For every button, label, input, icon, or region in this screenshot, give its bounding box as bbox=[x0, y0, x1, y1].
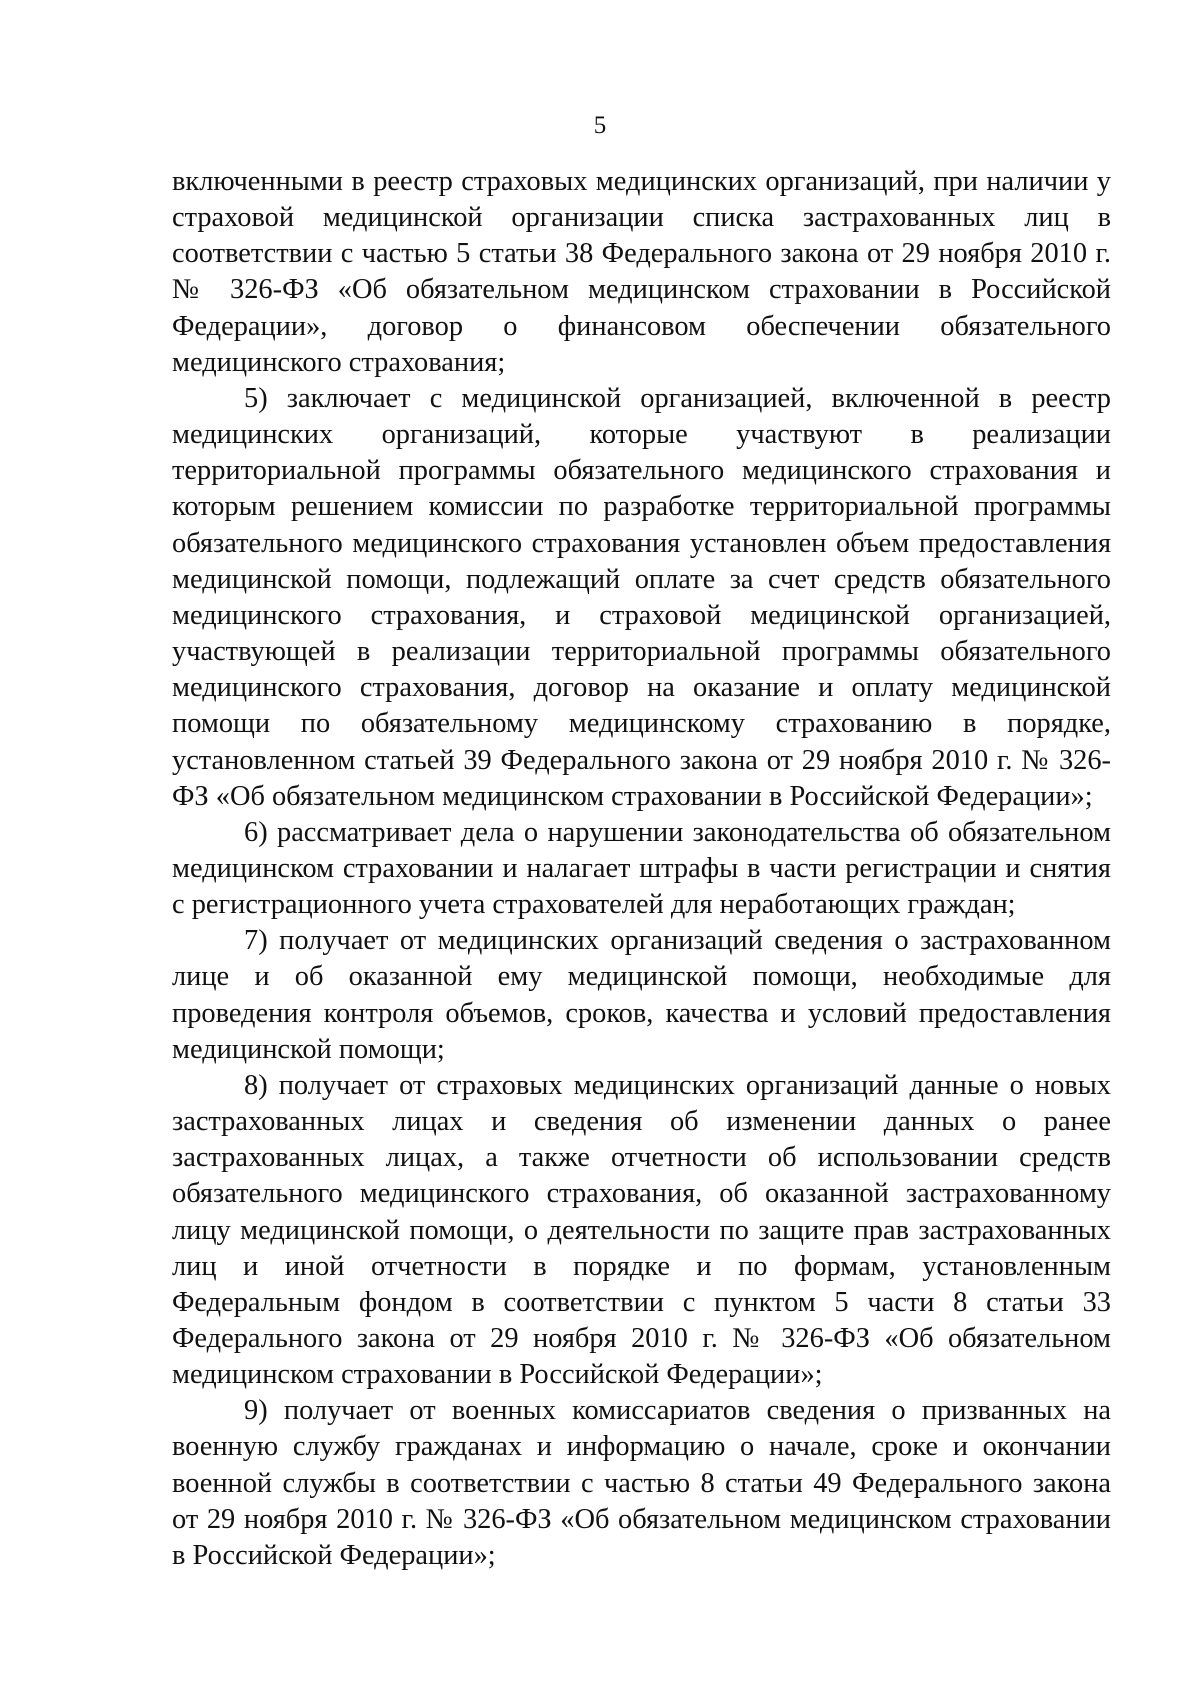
paragraph-item-7: 7) получает от медицинских организаций сведения о застрахованном лице и об оказанной ему медицинской помощи, необходимые для проведения контроля объемов, сроков, качества и условий предоставления медицинской помощи; bbox=[172, 925, 1111, 1065]
paragraph-item-8: 8) получает от страховых медицинских организаций данные о новых застрахованных лицах и сведения об изменении данных о ранее застрахованных лицах, а также отчетности об использовании средств обязательного медицинского страхования, об оказанной застрахованному лицу медицинской помощи, о деятельности по защите прав застрахованных лиц и иной отчетности в порядке и по формам, установленным Федеральным фондом в соответствии с пунктом 5 части 8 статьи 33 Федерального закона от 29 ноября 2010 г. № 326-ФЗ «Об обязательном медицинском страховании в Российской Федерации»; bbox=[172, 1069, 1111, 1391]
page-number: 5 bbox=[593, 112, 607, 139]
paragraph-item-6: 6) рассматривает дела о нарушении законодательства об обязательном медицинском страховании и налагает штрафы в части регистрации и снятия с регистрационного учета страхователей для неработающих граждан; bbox=[172, 816, 1111, 921]
paragraph-continuation: включенными в реестр страховых медицинских организаций, при наличии у страховой медицинской организации списка застрахованных лиц в соответствии с частью 5 статьи 38 Федерального закона от 29 ноября 2010 г. № 326-ФЗ «Об обязательном медицинском страховании в Российской Федерации», договор о финансовом обеспечении обязательного медицинского страхования; bbox=[172, 166, 1111, 378]
paragraph-item-5: 5) заключает с медицинской организацией, включенной в реестр медицинских организаций, которые участвуют в реализации территориальной программы обязательного медицинского страхования и которым решением комиссии по разработке территориальной программы обязательного медицинского страхования установлен объем предоставления медицинской помощи, подлежащий оплате за счет средств обязательного медицинского страхования, и страховой медицинской организацией, участвующей в реализации территориальной программы обязательного медицинского страхования, договор на оказание и оплату медицинской помощи по обязательному медицинскому страхованию в порядке, установленном статьей 39 Федерального закона от 29 ноября 2010 г. № 326-ФЗ «Об обязательном медицинском страховании в Российской Федерации»; bbox=[172, 382, 1111, 812]
paragraph-item-9: 9) получает от военных комиссариатов сведения о призванных на военную службу гражданах и информацию о начале, сроке и окончании военной службы в соответствии с частью 8 статьи 49 Федерального закона от 29 ноября 2010 г. № 326-ФЗ «Об обязательном медицинском страховании в Российской Федерации»; bbox=[172, 1395, 1111, 1571]
document-body bbox=[172, 164, 1111, 1574]
